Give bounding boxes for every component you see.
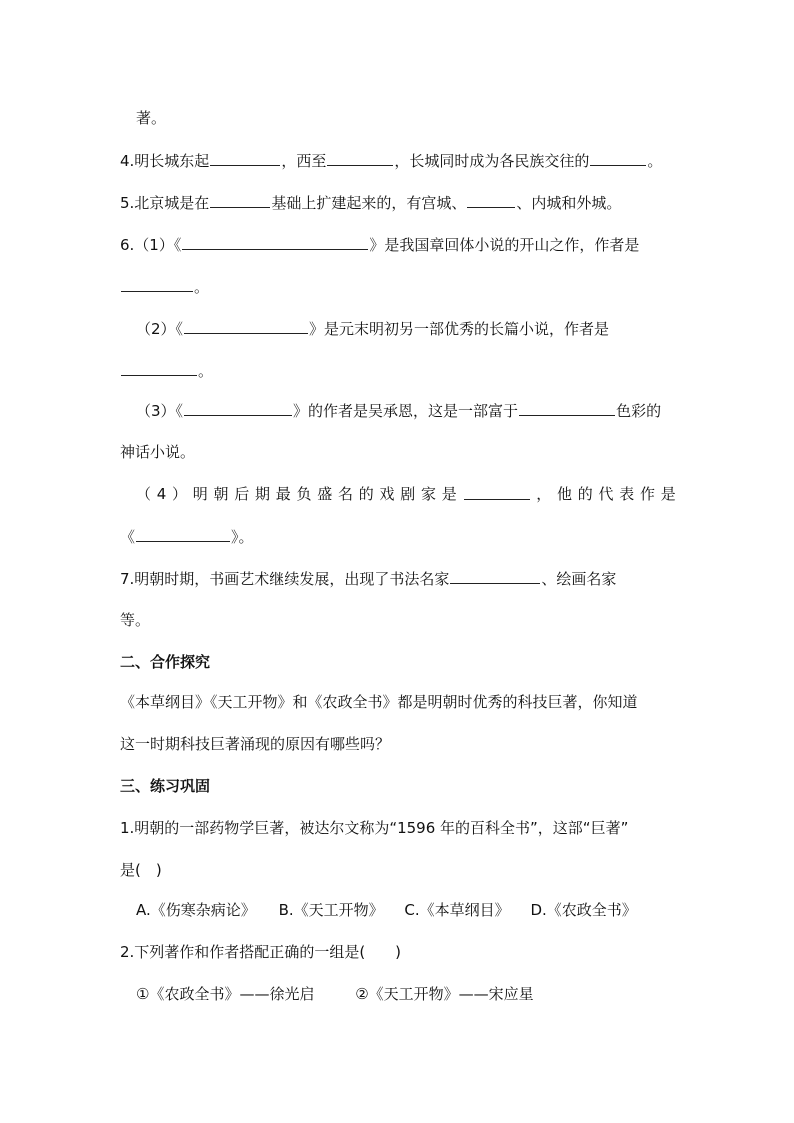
blank[interactable] — [327, 150, 393, 166]
option-b[interactable]: B.《天工开物》 — [278, 901, 384, 919]
option-a[interactable]: A.《伤寒杂病论》 — [136, 901, 256, 919]
blank[interactable] — [467, 192, 515, 208]
question-6-3-cont: 神话小说。 — [120, 443, 196, 461]
option-d[interactable]: D.《农政全书》 — [530, 901, 637, 919]
exercise-2: 2.下列著作和作者搭配正确的一组是( ) — [120, 943, 402, 961]
option-c[interactable]: C.《本草纲目》 — [404, 901, 510, 919]
blank[interactable] — [519, 400, 615, 416]
question-6-4-cont: 《 》。 — [120, 528, 254, 546]
question-4: 4.明长城东起 ，西至 ，长城同时成为各民族交往的 。 — [120, 152, 663, 170]
blank[interactable] — [184, 400, 292, 416]
blank[interactable] — [182, 234, 368, 250]
item-2: ②《天工开物》——宋应星 — [355, 985, 534, 1003]
exercise-2-items — [136, 984, 692, 1004]
blank[interactable] — [210, 150, 280, 166]
question-6-1: 6.（1）《 》是我国章回体小说的开山之作，作者是 — [120, 236, 640, 254]
blank[interactable] — [121, 360, 197, 376]
blank[interactable] — [450, 568, 540, 584]
item-1: ①《农政全书》——徐光启 — [136, 985, 315, 1003]
section-heading-3: 三、练习巩固 — [120, 777, 211, 795]
paragraph-cont: 这一时期科技巨著涌现的原因有哪些吗？ — [120, 735, 391, 753]
blank[interactable] — [590, 150, 646, 166]
blank[interactable] — [121, 276, 193, 292]
blank[interactable] — [464, 484, 530, 500]
blank[interactable] — [210, 192, 270, 208]
exercise-1-cont: 是( ) — [120, 861, 162, 879]
line-continuation: 著。 — [136, 109, 167, 127]
section-heading-2: 二、合作探究 — [120, 653, 211, 671]
blank[interactable] — [184, 318, 308, 334]
exercise-1-options — [136, 900, 692, 920]
question-5: 5.北京城是在 基础上扩建起来的，有宫城、 、内城和外城。 — [120, 194, 622, 212]
exercise-1: 1.明朝的一部药物学巨著，被达尔文称为“1596 年的百科全书”，这部“巨著” — [120, 819, 629, 837]
question-6-2-cont: 。 — [120, 360, 676, 381]
question-7-cont: 等。 — [120, 611, 151, 629]
question-7: 7.明朝时期，书画艺术继续发展，出现了书法名家 、绘画名家 — [120, 570, 617, 588]
blank[interactable] — [136, 526, 230, 542]
question-6-1-cont: 。 — [120, 276, 676, 297]
question-6-3: （3）《 》的作者是吴承恩，这是一部富于 色彩的 — [136, 402, 662, 420]
question-6-2: （2）《 》是元末明初另一部优秀的长篇小说，作者是 — [136, 320, 610, 338]
question-6-4: （ 4 ） 明 朝 后 期 最 负 盛 名 的 戏 剧 家 是 ， 他 的 代 表 作 是 — [136, 485, 676, 503]
paragraph: 《本草纲目》《天工开物》和《农政全书》都是明朝时优秀的科技巨著，你知道 — [120, 693, 638, 711]
